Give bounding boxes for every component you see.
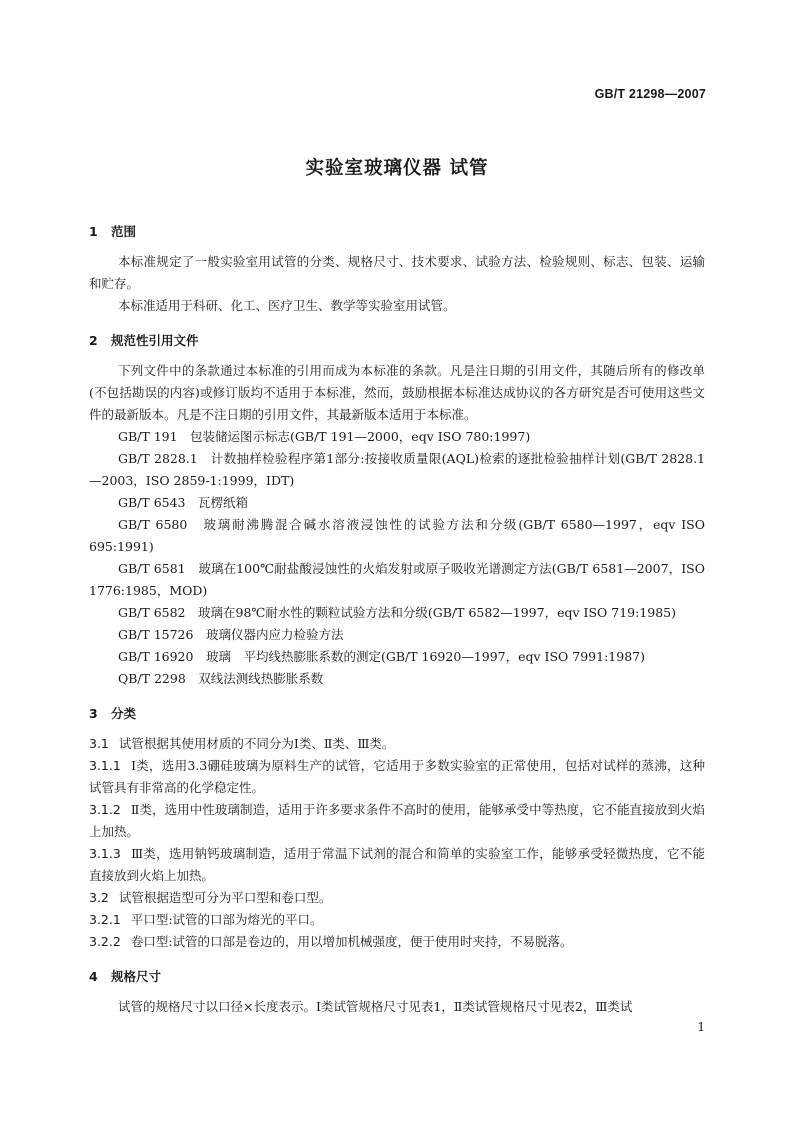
section-heading-dimensions [89, 967, 705, 987]
reference-item: GB/T 6580 玻璃耐沸腾混合碱水溶液浸蚀性的试验方法和分级(GB/T 6580—1997，eqv ISO 695:1991) [89, 517, 705, 554]
paragraph: 试管的规格尺寸以口径×长度表示。Ⅰ类试管规格尺寸见表1，Ⅱ类试管规格尺寸见表2，Ⅲ类试 [118, 999, 633, 1014]
reference-item: GB/T 6582 玻璃在98℃耐水性的颗粒试验方法和分级(GB/T 6582—1997，eqv ISO 719:1985) [118, 605, 677, 620]
document-body [89, 222, 705, 1018]
document-title: 实验室玻璃仪器 试管 [305, 158, 489, 179]
section-number: 3 [89, 706, 98, 721]
clause-number: 3.1 [89, 736, 109, 751]
reference-item: GB/T 191 包装储运图示标志(GB/T 191—2000，eqv ISO 780:1997) [118, 429, 531, 444]
paragraph: 下列文件中的条款通过本标准的引用而成为本标准的条款。凡是注日期的引用文件，其随后所有的修改单(不包括勘误的内容)或修订版均不适用于本标准，然而，鼓励根据本标准达成协议的各方研究是否可使用这些文件的最新版本。凡是不注日期的引用文件，其最新版本适用于本标准。 [89, 363, 705, 422]
reference-item: GB/T 2828.1 计数抽样检验程序第1部分:按接收质量限(AQL)检索的逐批检验抽样计划(GB/T 2828.1—2003，ISO 2859-1:1999，IDT) [89, 451, 705, 488]
clause-number: 3.2.1 [89, 912, 121, 927]
reference-item: QB/T 2298 双线法测线热膨胀系数 [118, 671, 324, 686]
clause-text: 试管根据其使用材质的不同分为Ⅰ类、Ⅱ类、Ⅲ类。 [118, 736, 395, 751]
section-heading-classification [89, 704, 705, 724]
reference-item: GB/T 6543 瓦楞纸箱 [118, 495, 249, 510]
clause [89, 799, 705, 843]
clause-number: 3.1.2 [89, 802, 121, 817]
clause-text: 卷口型:试管的口部是卷边的，用以增加机械强度，便于使用时夹持，不易脱落。 [130, 934, 573, 949]
clause-text: Ⅲ类，选用钠钙玻璃制造，适用于常温下试剂的混合和简单的实验室工作，能够承受轻微热度，它不能直接放到火焰上加热。 [89, 846, 705, 883]
section-number: 2 [89, 333, 98, 348]
clause [89, 843, 705, 887]
clause [89, 909, 705, 931]
paragraph: 本标准规定了一般实验室用试管的分类、规格尺寸、技术要求、试验方法、检验规则、标志、包装、运输和贮存。 [89, 254, 705, 291]
clause-number: 3.1.1 [89, 758, 121, 773]
reference-item: GB/T 15726 玻璃仪器内应力检验方法 [118, 627, 344, 642]
section-heading-scope [89, 222, 705, 242]
section-heading-normative-references [89, 331, 705, 351]
clause [89, 755, 705, 799]
clause [89, 931, 705, 953]
section-title: 范围 [111, 224, 137, 239]
clause-text: 平口型:试管的口部为熔光的平口。 [130, 912, 323, 927]
section-number: 1 [89, 224, 98, 239]
clause [89, 887, 705, 909]
clause-number: 3.2.2 [89, 934, 121, 949]
clause-text: Ⅰ类，选用3.3硼硅玻璃为原料生产的试管，它适用于多数实验室的正常使用，包括对试样的蒸沸，这种试管具有非常高的化学稳定性。 [89, 758, 705, 795]
page-number: 1 [697, 1020, 705, 1034]
section-title: 规范性引用文件 [111, 333, 199, 348]
section-number: 4 [89, 969, 98, 984]
clause-text: 试管根据造型可分为平口型和卷口型。 [118, 890, 332, 905]
clause-number: 3.2 [89, 890, 109, 905]
reference-item: GB/T 6581 玻璃在100℃耐盐酸浸蚀性的火焰发射或原子吸收光谱测定方法(GB/T 6581—2007，ISO 1776:1985，MOD) [89, 561, 705, 598]
paragraph: 本标准适用于科研、化工、医疗卫生、教学等实验室用试管。 [118, 298, 456, 313]
standard-number: GB/T 21298—2007 [594, 87, 706, 101]
clause [89, 733, 705, 755]
clause-number: 3.1.3 [89, 846, 121, 861]
clause-text: Ⅱ类，选用中性玻璃制造，适用于许多要求条件不高时的使用，能够承受中等热度，它不能直接放到火焰上加热。 [89, 802, 705, 839]
section-title: 分类 [111, 706, 137, 721]
reference-item: GB/T 16920 玻璃 平均线热膨胀系数的测定(GB/T 16920—1997，eqv ISO 7991:1987) [118, 649, 645, 664]
section-title: 规格尺寸 [111, 969, 162, 984]
